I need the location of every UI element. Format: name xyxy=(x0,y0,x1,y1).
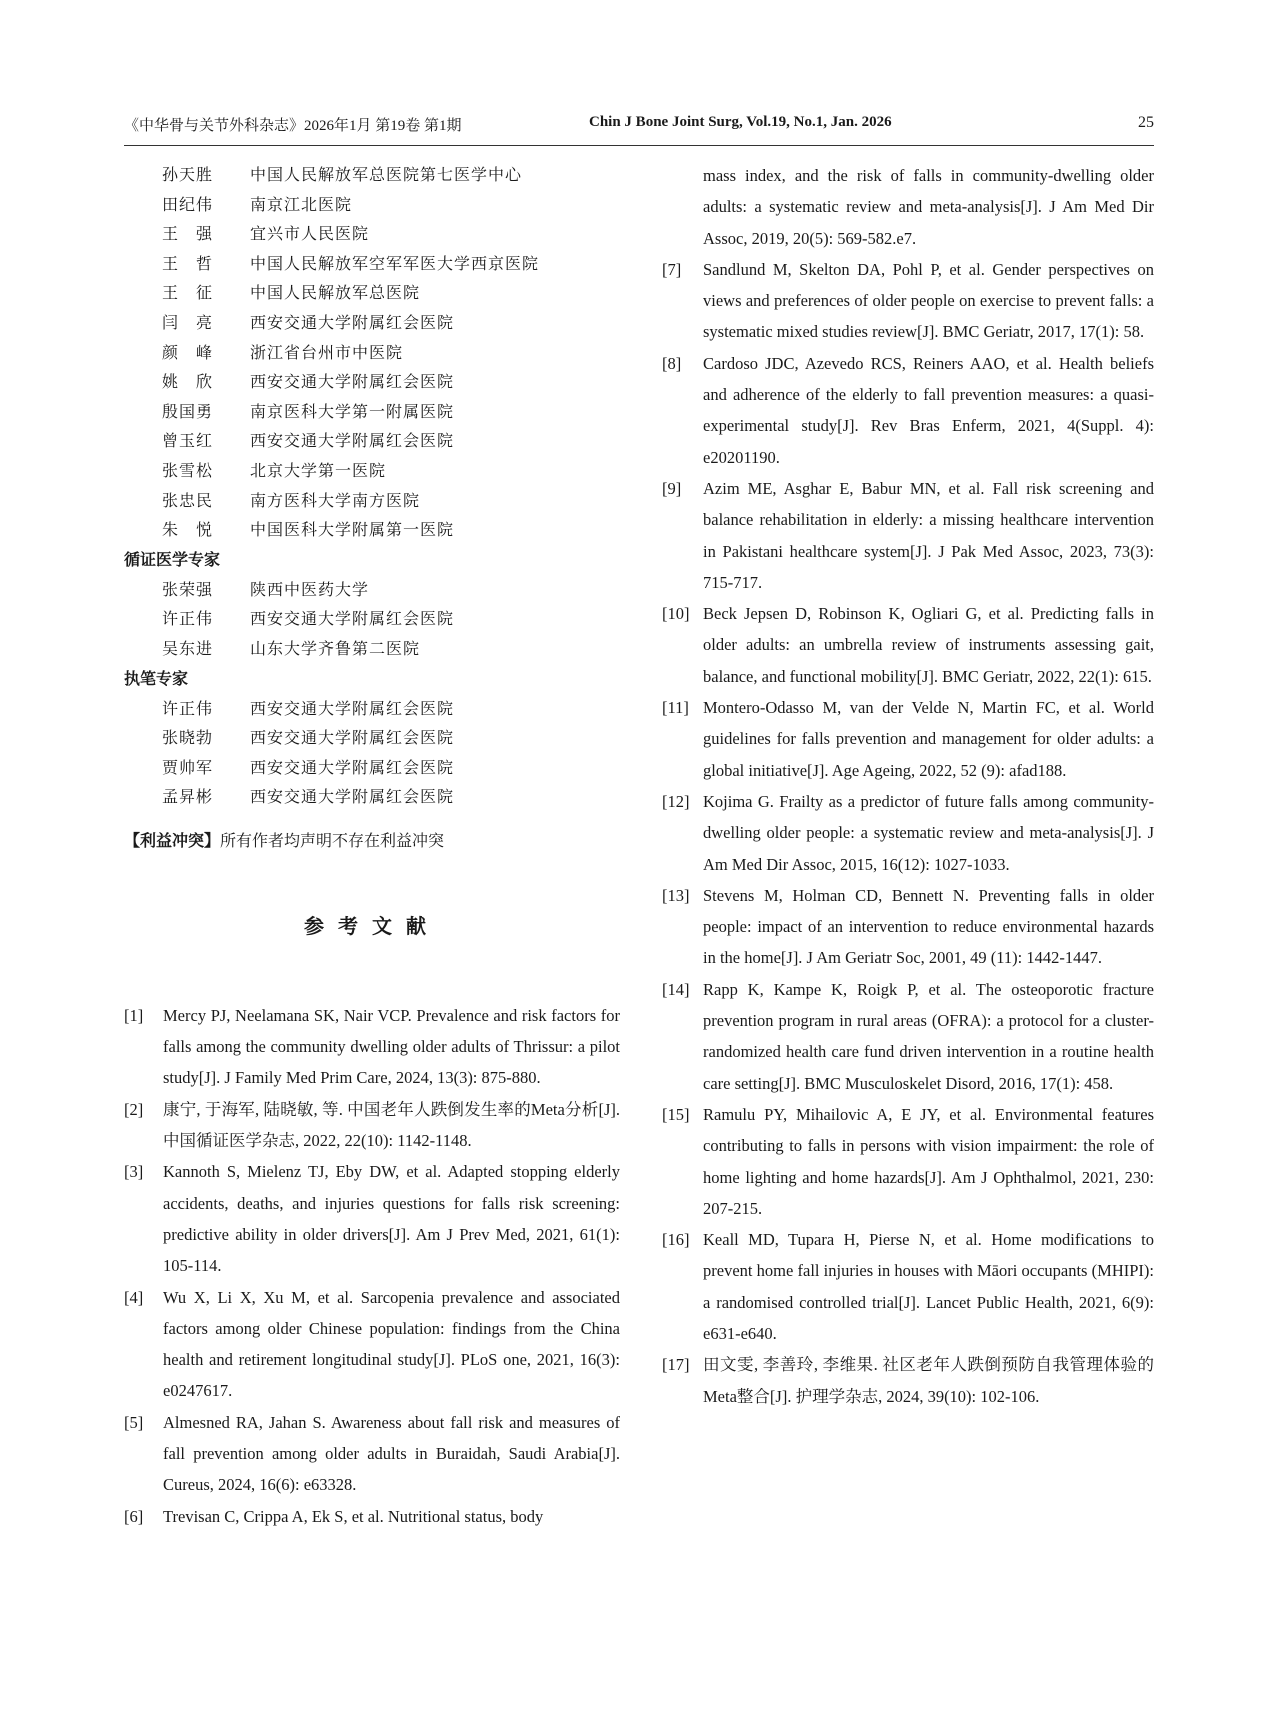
writing-group-title: 执笔专家 xyxy=(124,668,189,688)
reference-item xyxy=(662,974,1154,1099)
reference-item xyxy=(124,1000,620,1094)
member-institution: 山东大学齐鲁第二医院 xyxy=(250,638,421,658)
reference-text: Stevens M, Holman CD, Bennett N. Preventing falls in older people: impact of an intervention to reduce environmental hazards in the home[J]. J Am Geriatr Soc, 2001, 49 (11): 1442-1447. xyxy=(703,885,1154,968)
member-institution: 中国人民解放军总医院 xyxy=(250,283,421,303)
member-institution: 浙江省台州市中医院 xyxy=(250,342,404,362)
reference-item xyxy=(662,880,1154,974)
reference-text: Ramulu PY, Mihailovic A, E JY, et al. Environmental features contributing to falls in persons with vision impairment: the role of home lighting and home hazards[J]. Am J Ophthalmol, 2021, 230: 207-215. xyxy=(703,1104,1154,1218)
conflict-of-interest xyxy=(124,826,620,856)
reference-text: 田文雯, 李善玲, 李维果. 社区老年人跌倒预防自我管理体验的Meta整合[J]. 护理学杂志, 2024, 39(10): 102-106. xyxy=(703,1355,1154,1406)
evidence-member-list xyxy=(124,575,620,664)
reference-item xyxy=(662,348,1154,473)
member-row xyxy=(124,723,620,753)
member-row xyxy=(124,753,620,783)
member-name: 张忠民 xyxy=(162,490,214,510)
member-row xyxy=(124,190,620,220)
reference-number: [16] xyxy=(662,1230,690,1250)
reference-number: [2] xyxy=(124,1099,144,1119)
member-name: 曾玉红 xyxy=(162,431,214,451)
reference-text: Wu X, Li X, Xu M, et al. Sarcopenia prevalence and associated factors among older Chinese population: findings from the China health and retirement longitudinal study[J]. PLoS one, 2021, 16(3): e0247617. xyxy=(163,1287,620,1401)
member-institution: 西安交通大学附属红会医院 xyxy=(250,728,455,748)
member-row xyxy=(124,456,620,486)
member-institution: 西安交通大学附属红会医院 xyxy=(250,787,455,807)
reference-number: [11] xyxy=(662,698,689,718)
member-name: 许正伟 xyxy=(162,698,214,718)
member-name: 张荣强 xyxy=(162,579,214,599)
reference-item xyxy=(662,786,1154,880)
evidence-group-title: 循证医学专家 xyxy=(124,549,221,569)
member-institution: 西安交通大学附属红会医院 xyxy=(250,609,455,629)
reference-number: [15] xyxy=(662,1104,690,1124)
member-name: 王 强 xyxy=(162,224,214,244)
reference-number: [5] xyxy=(124,1412,144,1432)
member-institution: 南方医科大学南方医院 xyxy=(250,490,421,510)
member-row xyxy=(124,426,620,456)
reference-number: [13] xyxy=(662,885,690,905)
member-row xyxy=(124,782,620,812)
reference-item xyxy=(662,1099,1154,1224)
reference-item xyxy=(662,598,1154,692)
reference-number: [14] xyxy=(662,979,690,999)
reference-text: Mercy PJ, Neelamana SK, Nair VCP. Prevalence and risk factors for falls among the community dwelling older adults of Thrissur: a pilot study[J]. J Family Med Prim Care, 2024, 13(3): 875-880. xyxy=(163,1005,620,1088)
member-name: 吴东进 xyxy=(162,638,214,658)
member-name: 许正伟 xyxy=(162,609,214,629)
reference-text: Cardoso JDC, Azevedo RCS, Reiners AAO, et al. Health beliefs and adherence of the elderly to fall prevention measures: a quasi-experimental study[J]. Rev Bras Enferm, 2021, 4(Suppl. 4): e20201190. xyxy=(703,353,1154,467)
reference-text: Azim ME, Asghar E, Babur MN, et al. Fall risk screening and balance rehabilitation in elderly: a missing healthcare intervention in Pakistani healthcare system[J]. J Pak Med Assoc, 2023, 73(3): 715-717. xyxy=(703,478,1154,592)
member-name: 张雪松 xyxy=(162,460,214,480)
member-name: 殷国勇 xyxy=(162,401,214,421)
member-row xyxy=(124,486,620,516)
member-name: 闫 亮 xyxy=(162,312,214,332)
reference-item xyxy=(124,1407,620,1501)
reference-text: Kannoth S, Mielenz TJ, Eby DW, et al. Adapted stopping elderly accidents, deaths, and injuries questions for falls risk screening: predictive ability in older drivers[J]. Am J Prev Med, 2021, 61(1): 105-114. xyxy=(163,1162,620,1276)
member-row xyxy=(124,219,620,249)
conflict-label: 【利益冲突】 xyxy=(124,830,221,850)
member-name: 颜 峰 xyxy=(162,342,214,362)
reference-item xyxy=(124,1501,620,1532)
reference-item xyxy=(662,160,1154,254)
reference-text: Rapp K, Kampe K, Roigk P, et al. The osteoporotic fracture prevention program in rural areas (OFRA): a protocol for a cluster-randomized health care fund driven intervention in a routine health care setting[J]. BMC Musculoskelet Disord, 2016, 17(1): 458. xyxy=(703,979,1154,1093)
reference-number: [7] xyxy=(662,259,682,279)
reference-item xyxy=(662,692,1154,786)
member-institution: 中国人民解放军总医院第七医学中心 xyxy=(250,165,523,184)
member-row xyxy=(124,160,620,190)
reference-text: Almesned RA, Jahan S. Awareness about fall risk and measures of fall prevention among older adults in Buraidah, Saudi Arabia[J]. Cureus, 2024, 16(6): e63328. xyxy=(163,1412,620,1495)
writing-member-list xyxy=(124,694,620,812)
member-institution: 西安交通大学附属红会医院 xyxy=(250,372,455,392)
member-row xyxy=(124,604,620,634)
member-institution: 西安交通大学附属红会医院 xyxy=(250,431,455,451)
member-name: 张晓勃 xyxy=(162,728,214,748)
member-row xyxy=(124,249,620,279)
reference-item xyxy=(662,1224,1154,1349)
member-row xyxy=(124,367,620,397)
reference-text: 康宁, 于海军, 陆晓敏, 等. 中国老年人跌倒发生率的Meta分析[J]. 中国循证医学杂志, 2022, 22(10): 1142-1148. xyxy=(163,1099,620,1151)
reference-list-left xyxy=(124,1000,620,1532)
member-name: 贾帅军 xyxy=(162,757,214,777)
member-row xyxy=(124,338,620,368)
reference-text: Keall MD, Tupara H, Pierse N, et al. Home modifications to prevent home fall injuries in houses with Māori occupants (MHIPI): a randomised controlled trial[J]. Lancet Public Health, 2021, 6(9): e631-e640. xyxy=(703,1230,1154,1343)
member-name: 孟昇彬 xyxy=(162,787,214,807)
reference-number: [6] xyxy=(124,1506,144,1526)
member-institution: 北京大学第一医院 xyxy=(250,460,387,480)
reference-number: [3] xyxy=(124,1162,144,1182)
member-row xyxy=(124,634,620,664)
reference-number: [4] xyxy=(124,1287,144,1307)
reference-item xyxy=(124,1094,620,1157)
reference-number: [17] xyxy=(662,1355,690,1375)
member-row xyxy=(124,575,620,605)
reference-number: [9] xyxy=(662,478,682,498)
member-institution: 西安交通大学附属红会医院 xyxy=(250,757,455,777)
reference-text: Kojima G. Frailty as a predictor of future falls among community-dwelling older people: a systematic review and meta-analysis[J]. J Am Med Dir Assoc, 2015, 16(12): 1027-1033. xyxy=(703,791,1154,874)
member-name: 朱 悦 xyxy=(162,520,214,540)
member-institution: 西安交通大学附属红会医院 xyxy=(250,698,455,718)
reference-text: Beck Jepsen D, Robinson K, Ogliari G, et al. Predicting falls in older adults: an umbrella review of instruments assessing gait, balance, and functional mobility[J]. BMC Geriatr, 2022, 22(1): 615. xyxy=(703,604,1154,686)
right-column xyxy=(662,160,1154,1412)
reference-item xyxy=(662,254,1154,348)
reference-number: [8] xyxy=(662,353,682,373)
member-row xyxy=(124,694,620,724)
references-title: 参考文献 xyxy=(304,913,440,938)
member-name: 王 征 xyxy=(162,283,214,303)
member-row xyxy=(124,278,620,308)
member-institution: 南京江北医院 xyxy=(250,194,353,214)
member-institution: 宜兴市人民医院 xyxy=(250,224,370,244)
page-number: 25 xyxy=(1138,114,1154,131)
member-name: 田纪伟 xyxy=(162,194,214,214)
member-institution: 西安交通大学附属红会医院 xyxy=(250,312,455,332)
left-column xyxy=(124,160,620,1532)
member-name: 王 哲 xyxy=(162,253,214,273)
reference-list-right xyxy=(662,160,1154,1412)
member-name: 姚 欣 xyxy=(162,372,214,392)
journal-title-cn: 《中华骨与关节外科杂志》2026年1月 第19卷 第1期 xyxy=(124,118,462,134)
reference-item xyxy=(662,1349,1154,1412)
member-row xyxy=(124,308,620,338)
reference-item xyxy=(124,1156,620,1281)
member-institution: 陕西中医药大学 xyxy=(250,579,370,599)
member-name: 孙天胜 xyxy=(162,165,214,184)
conflict-text: 所有作者均声明不存在利益冲突 xyxy=(220,830,445,850)
reference-text: Sandlund M, Skelton DA, Pohl P, et al. Gender perspectives on views and preferences of older people on exercise to prevent falls: a systematic mixed studies review[J]. BMC Geriatr, 2017, 17(1): 58. xyxy=(703,259,1154,342)
committee-member-list xyxy=(124,160,620,545)
reference-text: Montero-Odasso M, van der Velde N, Martin FC, et al. World guidelines for falls prevention and management for older adults: a global initiative[J]. Age Ageing, 2022, 52 (9): afad188. xyxy=(703,698,1154,780)
member-institution: 中国人民解放军空军军医大学西京医院 xyxy=(250,253,540,273)
reference-number: [12] xyxy=(662,791,690,811)
reference-item xyxy=(124,1282,620,1407)
reference-text: Trevisan C, Crippa A, Ek S, et al. Nutritional status, body xyxy=(163,1506,544,1526)
header-divider xyxy=(124,145,1154,146)
reference-number: [10] xyxy=(662,604,690,624)
member-institution: 中国医科大学附属第一医院 xyxy=(250,520,455,540)
member-institution: 南京医科大学第一附属医院 xyxy=(250,401,455,421)
member-row xyxy=(124,397,620,427)
journal-title-en: Chin J Bone Joint Surg, Vol.19, No.1, Jan. 2026 xyxy=(589,114,892,130)
reference-number: [1] xyxy=(124,1005,144,1025)
member-row xyxy=(124,515,620,545)
page-header xyxy=(124,114,1154,142)
reference-text: mass index, and the risk of falls in community-dwelling older adults: a systematic review and meta-analysis[J]. J Am Med Dir Assoc, 2019, 20(5): 569-582.e7. xyxy=(703,166,1154,248)
reference-item xyxy=(662,473,1154,598)
